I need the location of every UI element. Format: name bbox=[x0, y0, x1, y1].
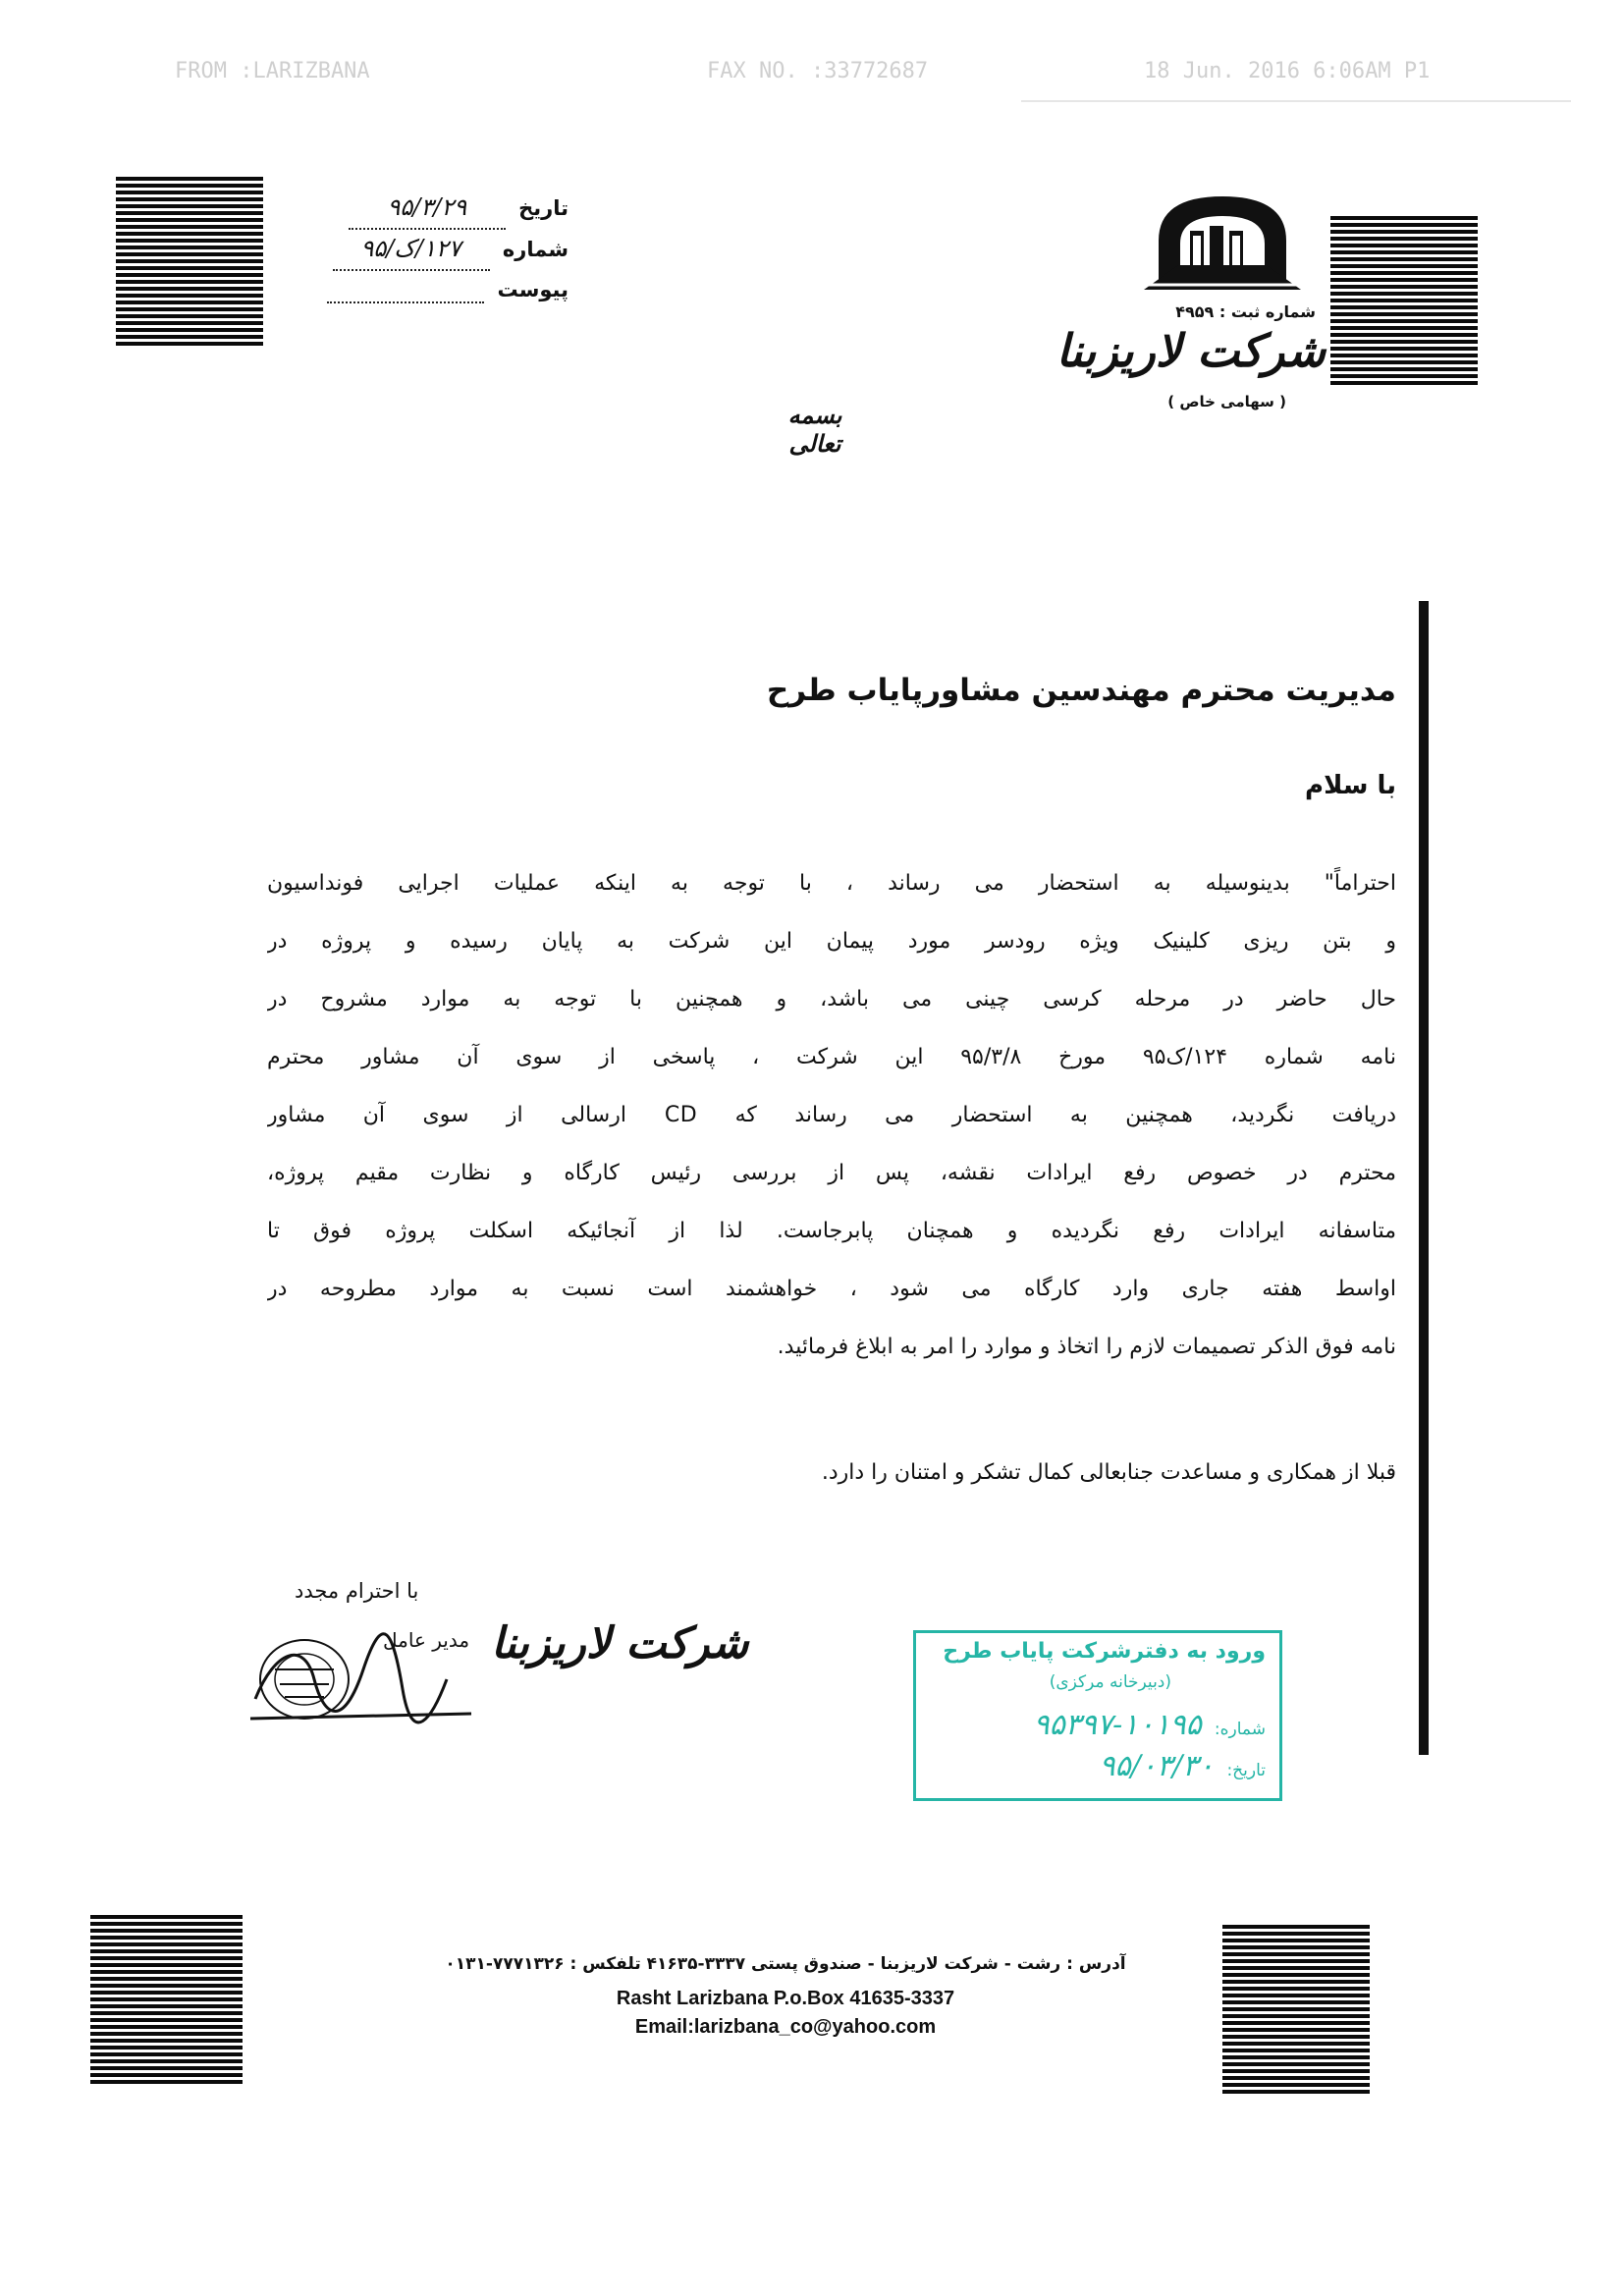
logo-company-name: شرکت لاریزبنا bbox=[1056, 324, 1326, 377]
stamp-number-value: ۱۰۱۹۵-۹۵۳۹۷ bbox=[1033, 1708, 1202, 1742]
fax-header bbox=[0, 51, 1624, 90]
corner-bars-bottom-left bbox=[90, 1915, 243, 2087]
letter-meta bbox=[294, 187, 568, 310]
fax-datetime: 18 Jun. 2016 6:06AM P1 bbox=[1144, 59, 1431, 83]
signature-block bbox=[236, 1611, 749, 1748]
footer-email: Email:larizbana_co@yahoo.com bbox=[634, 2016, 937, 2038]
body-line: متاسفانه ایرادات رفع نگردیده و همچنان پابرجاست. لذا از آنجائیکه اسکلت پروژه فوق تا bbox=[267, 1219, 1396, 1243]
number-value: ۱۲۷/ک/۹۵ bbox=[333, 228, 490, 271]
closing-line: قبلا از همکاری و مساعدت جنابعالی کمال تشکر و امتنان را دارد. bbox=[821, 1460, 1396, 1485]
body-line: حال حاضر در مرحله کرسی چینی می باشد، و همچنین با توجه به موارد مشروح در bbox=[267, 987, 1396, 1011]
footer-address-fa: آدرس : رشت - شرکت لاریزبنا - صندوق پستی ۳۳۳۷-۴۱۶۳۵ تلفکس : ۷۷۷۱۳۲۶-۰۱۳۱ bbox=[445, 1954, 1126, 1974]
recipient: مدیریت محترم مهندسین مشاورپایاب طرح bbox=[766, 673, 1396, 708]
body-line: احتراماً" بدینوسیله به استحضار می رساند ، با توجه به اینکه عملیات اجرایی فونداسیون bbox=[267, 871, 1396, 896]
stamp-date-label: تاریخ: bbox=[1226, 1761, 1266, 1780]
letter-body bbox=[267, 854, 1396, 1376]
body-line: دریافت نگردید، همچنین به استحضار می رساند که CD ارسالی از سوی آن مشاور bbox=[267, 1103, 1396, 1127]
body-line: اواسط هفته جاری وارد کارگاه می شود ، خواهشمند است نسبت به موارد مطروحه در bbox=[267, 1277, 1396, 1301]
attachment-value bbox=[327, 278, 484, 303]
fax-from: FROM :LARIZBANA bbox=[175, 59, 370, 83]
corner-bars-bottom-right bbox=[1222, 1925, 1370, 2097]
corner-bars-top-right bbox=[1330, 216, 1478, 388]
date-label: تاریخ bbox=[518, 196, 568, 220]
letter-footer bbox=[412, 1954, 1159, 2039]
stamp-date-row bbox=[1099, 1749, 1266, 1783]
body-line: نامه شماره ۱۲۴/ک۹۵ مورخ ۹۵/۳/۸ این شرکت ، پاسخی از سوی آن مشاور محترم bbox=[267, 1045, 1396, 1069]
meta-attachment-row bbox=[294, 269, 568, 310]
stamp-number-row bbox=[1034, 1708, 1267, 1742]
margin-bar bbox=[1419, 601, 1429, 1755]
stamp-date-value: ۹۵/۰۳/۳۰ bbox=[1099, 1749, 1215, 1783]
corner-bars-top-left bbox=[116, 177, 263, 349]
company-logo bbox=[1056, 187, 1326, 422]
building-logo-icon bbox=[1139, 187, 1306, 300]
signature-stamp-name: شرکت لاریزبنا bbox=[491, 1618, 749, 1668]
greeting: با سلام bbox=[1305, 771, 1396, 800]
date-value: ۹۵/۳/۲۹ bbox=[349, 187, 506, 230]
stamp-number-label: شماره: bbox=[1214, 1720, 1266, 1739]
meta-number-row bbox=[294, 228, 568, 269]
body-line: محترم در خصوص رفع ایرادات نقشه، پس از بررسی رئیس کارگاه و نظارت مقیم پروژه، bbox=[267, 1161, 1396, 1185]
logo-company-type: ( سهامی خاص ) bbox=[1167, 393, 1286, 410]
fax-header-rule bbox=[1021, 100, 1571, 102]
stamp-subtitle: (دبیرخانه مرکزی) bbox=[1049, 1672, 1171, 1692]
entry-stamp bbox=[913, 1630, 1282, 1801]
stamp-title: ورود به دفترشرکت پایاب طرح bbox=[943, 1639, 1266, 1664]
body-line: و بتن ریزی کلینیک ویژه رودسر مورد پیمان این شرکت به پایان رسیده و پروژه در bbox=[267, 929, 1396, 954]
attachment-label: پیوست bbox=[497, 278, 568, 301]
meta-date-row bbox=[294, 187, 568, 228]
basmala: بسمه تعالی bbox=[787, 401, 842, 458]
signature-regards: با احترام مجدد bbox=[295, 1579, 419, 1603]
body-line: نامه فوق الذکر تصمیمات لازم را اتخاذ و موارد را امر به ابلاغ فرمائید. bbox=[777, 1335, 1396, 1359]
logo-registration: شماره ثبت : ۴۹۵۹ bbox=[1175, 302, 1316, 321]
fax-number: FAX NO. :33772687 bbox=[707, 59, 929, 83]
footer-address-en: Rasht Larizbana P.o.Box 41635-3337 bbox=[616, 1988, 955, 2009]
signature-title: مدیر عامل bbox=[383, 1628, 470, 1652]
number-label: شماره bbox=[502, 238, 568, 261]
